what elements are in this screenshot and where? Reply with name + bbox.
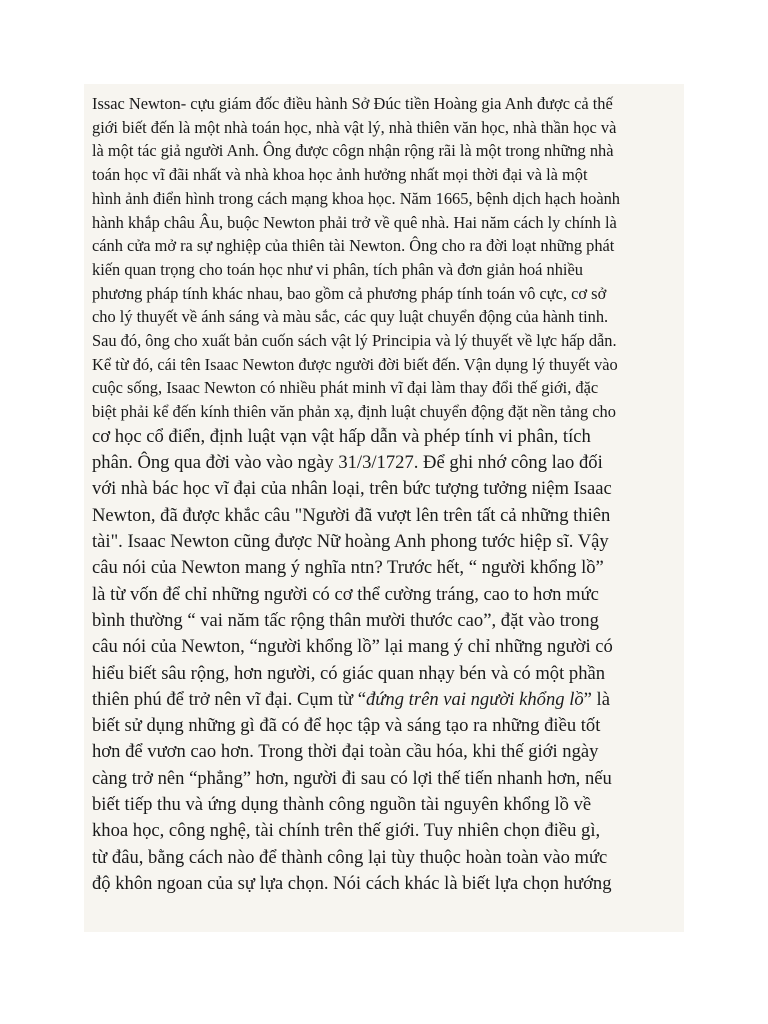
text-line: cho lý thuyết về ánh sáng và màu sắc, các quy luật chuyển động của hành tinh. [92, 307, 609, 327]
text-line: với nhà bác học vĩ đại của nhân loại, trên bức tượng tưởng niệm Isaac [92, 478, 612, 500]
document-body [92, 92, 682, 897]
text-line: biệt phải kể đến kính thiên văn phản xạ, định luật chuyển động đặt nền tảng cho [92, 402, 616, 422]
text-line: là một tác giả người Anh. Ông được côgn nhận rộng rãi là một trong những nhà [92, 141, 614, 161]
text-line: Kể từ đó, cái tên Isaac Newton được người đời biết đến. Vận dụng lý thuyết vào [92, 354, 618, 374]
text-line: từ đâu, bằng cách nào để thành công lại tùy thuộc hoàn toàn vào mức [92, 846, 608, 868]
text-line: hình ảnh điển hình trong cách mạng khoa học. Năm 1665, bệnh dịch hạch hoành [92, 188, 621, 208]
text-line: Sau đó, ông cho xuất bản cuốn sách vật lý Principia và lý thuyết về lực hấp dẫn. [92, 331, 617, 351]
text-line-italic [92, 687, 682, 713]
text-line: tài". Isaac Newton cũng được Nữ hoàng Anh phong tước hiệp sĩ. Vậy [92, 531, 609, 553]
paragraph-block-large [92, 424, 682, 687]
text-line: hơn để vươn cao hơn. Trong thời đại toàn cầu hóa, khi thế giới ngày [92, 741, 599, 763]
text-line: kiến quan trọng cho toán học như vi phân, tích phân và đơn giản hoá nhiều [92, 259, 583, 279]
text-line: bình thường “ vai năm tấc rộng thân mười thước cao”, đặt vào trong [92, 609, 599, 631]
text-line: là từ vốn để chỉ những người có cơ thể cường tráng, cao to hơn mức [92, 583, 599, 605]
text-line: Issac Newton- cựu giám đốc điều hành Sở Đúc tiền Hoàng gia Anh được cả thế [92, 94, 613, 113]
text-line: biết tiếp thu và ứng dụng thành công nguồn tài nguyên khổng lồ về [92, 794, 592, 815]
text-line: biết sử dụng những gì đã có để học tập và sáng tạo ra những điều tốt [92, 715, 601, 737]
text-segment: thiên phú để trở nên vĩ đại. Cụm từ “ [92, 688, 366, 710]
text-line: cuộc sống, Isaac Newton có nhiều phát minh vĩ đại làm thay đổi thế giới, đặc [92, 378, 599, 398]
text-line: Newton, đã được khắc câu "Người đã vượt lên trên tất cả những thiên [92, 504, 611, 526]
text-line: câu nói của Newton, “người khổng lồ” lại mang ý chỉ những người có [92, 636, 613, 658]
text-line: cánh cửa mở ra sự nghiệp của thiên tài Newton. Ông cho ra đời loạt những phát [92, 236, 615, 256]
text-line: độ khôn ngoan của sự lựa chọn. Nói cách khác là biết lựa chọn hướng [92, 872, 612, 894]
text-line: câu nói của Newton mang ý nghĩa ntn? Trước hết, “ người khổng lồ” [92, 557, 604, 579]
text-line: hiểu biết sâu rộng, hơn người, có giác quan nhạy bén và có một phần [92, 662, 606, 684]
text-segment: ” là [583, 688, 610, 710]
paragraph-block-large-2 [92, 713, 682, 897]
text-line: toán học vĩ đãi nhất và nhà khoa học ảnh hưởng nhất mọi thời đại và là một [92, 165, 588, 185]
text-line: phân. Ông qua đời vào vào ngày 31/3/1727. Để ghi nhớ công lao đối [92, 452, 603, 474]
text-line: phương pháp tính khác nhau, bao gồm cả phương pháp tính toán vô cực, cơ sở [92, 283, 607, 303]
paragraph-block-small [92, 92, 682, 424]
text-line: giới biết đến là một nhà toán học, nhà vật lý, nhà thiên văn học, nhà thần học và [92, 117, 617, 137]
italic-phrase: đứng trên vai người khổng lồ [365, 688, 584, 710]
text-line: khoa học, công nghệ, tài chính trên thế giới. Tuy nhiên chọn điều gì, [92, 820, 601, 842]
text-line: hành khắp châu Âu, buộc Newton phải trở về quê nhà. Hai năm cách ly chính là [92, 212, 617, 232]
text-line: cơ học cổ điển, định luật vạn vật hấp dẫn và phép tính vi phân, tích [92, 425, 591, 447]
text-line: càng trở nên “phẳng” hơn, người đi sau có lợi thế tiến nhanh hơn, nếu [92, 767, 612, 789]
